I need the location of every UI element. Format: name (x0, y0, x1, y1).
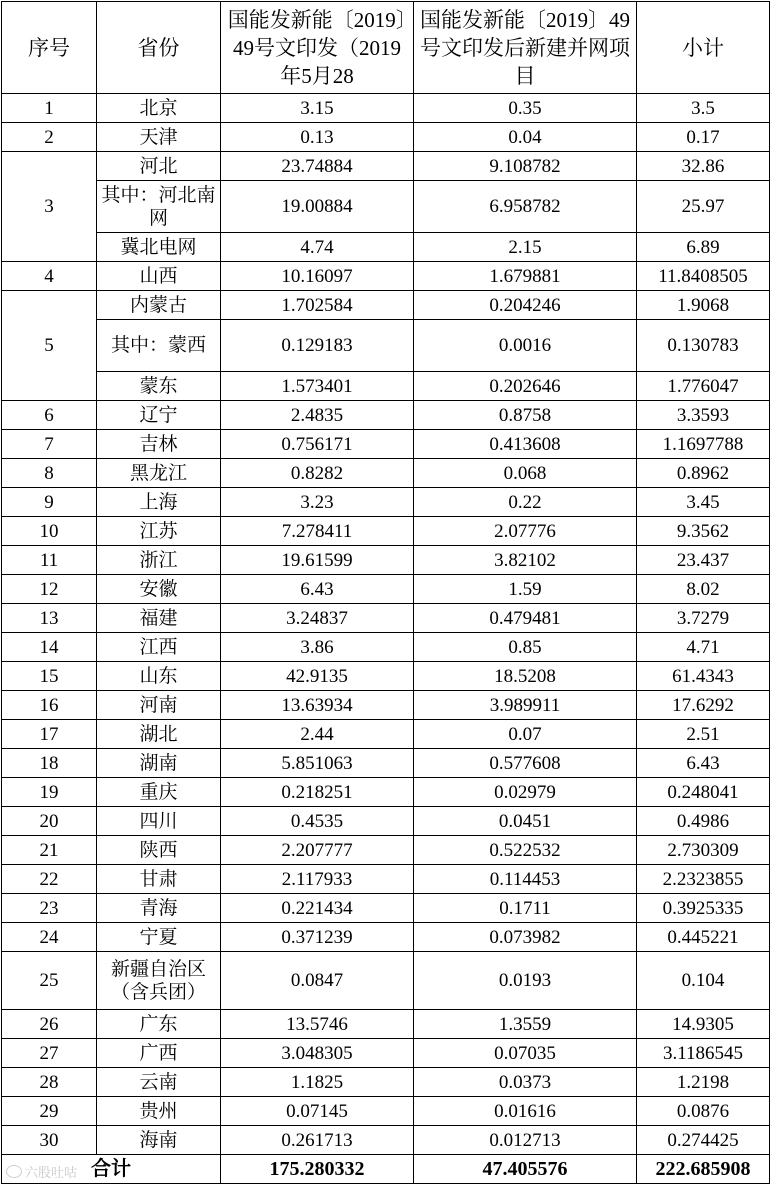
seq-cell: 20 (2, 807, 97, 836)
value-a-cell: 13.63934 (221, 691, 414, 720)
table-row (2, 633, 770, 662)
total-a-cell: 175.280332 (221, 1155, 414, 1184)
value-b-cell: 0.07 (414, 720, 637, 749)
province-cell: 其中：蒙西 (97, 320, 221, 372)
value-b-cell: 2.15 (414, 233, 637, 262)
table-row (2, 720, 770, 749)
seq-cell: 21 (2, 836, 97, 865)
value-a-cell: 2.117933 (221, 865, 414, 894)
seq-cell: 12 (2, 575, 97, 604)
province-cell: 安徽 (97, 575, 221, 604)
value-b-cell: 0.85 (414, 633, 637, 662)
province-cell: 重庆 (97, 778, 221, 807)
subtotal-cell: 2.51 (637, 720, 770, 749)
province-cell: 贵州 (97, 1097, 221, 1126)
province-cell: 海南 (97, 1126, 221, 1155)
table-row (2, 181, 770, 233)
value-a-cell: 3.048305 (221, 1039, 414, 1068)
value-b-cell: 0.22 (414, 488, 637, 517)
value-a-cell: 2.4835 (221, 401, 414, 430)
subtotal-cell: 1.9068 (637, 291, 770, 320)
province-cell: 山西 (97, 262, 221, 291)
province-cell: 天津 (97, 123, 221, 152)
table-row (2, 517, 770, 546)
value-a-cell: 0.8282 (221, 459, 414, 488)
subtotal-cell: 9.3562 (637, 517, 770, 546)
seq-cell: 3 (2, 152, 97, 262)
subtotal-cell: 3.45 (637, 488, 770, 517)
seq-cell: 19 (2, 778, 97, 807)
province-cell: 广西 (97, 1039, 221, 1068)
table-row (2, 94, 770, 123)
value-a-cell: 3.24837 (221, 604, 414, 633)
value-a-cell: 19.61599 (221, 546, 414, 575)
seq-cell: 6 (2, 401, 97, 430)
header-col-a: 国能发新能〔2019〕49号文印发（2019年5月28 (221, 2, 414, 94)
subtotal-cell: 0.4986 (637, 807, 770, 836)
province-cell: 上海 (97, 488, 221, 517)
province-cell: 内蒙古 (97, 291, 221, 320)
seq-cell: 4 (2, 262, 97, 291)
value-b-cell: 0.1711 (414, 894, 637, 923)
value-a-cell: 10.16097 (221, 262, 414, 291)
seq-cell: 5 (2, 291, 97, 401)
table-row (2, 575, 770, 604)
value-a-cell: 0.221434 (221, 894, 414, 923)
value-a-cell: 0.218251 (221, 778, 414, 807)
province-cell: 福建 (97, 604, 221, 633)
province-cell: 广东 (97, 1010, 221, 1039)
value-a-cell: 3.86 (221, 633, 414, 662)
value-b-cell: 0.07035 (414, 1039, 637, 1068)
seq-cell: 29 (2, 1097, 97, 1126)
subtotal-cell: 0.104 (637, 952, 770, 1010)
subtotal-cell: 6.43 (637, 749, 770, 778)
province-cell: 陕西 (97, 836, 221, 865)
province-cell: 青海 (97, 894, 221, 923)
value-b-cell: 0.012713 (414, 1126, 637, 1155)
seq-cell: 2 (2, 123, 97, 152)
province-cell: 山东 (97, 662, 221, 691)
seq-cell: 8 (2, 459, 97, 488)
table-row (2, 262, 770, 291)
value-a-cell: 0.756171 (221, 430, 414, 459)
value-a-cell: 19.00884 (221, 181, 414, 233)
seq-cell: 24 (2, 923, 97, 952)
value-b-cell: 3.989911 (414, 691, 637, 720)
province-cell: 江苏 (97, 517, 221, 546)
value-a-cell: 0.4535 (221, 807, 414, 836)
table-row (2, 952, 770, 1010)
value-b-cell: 0.479481 (414, 604, 637, 633)
subtotal-cell: 4.71 (637, 633, 770, 662)
subtotal-cell: 0.274425 (637, 1126, 770, 1155)
seq-cell: 30 (2, 1126, 97, 1155)
value-b-cell: 6.958782 (414, 181, 637, 233)
value-b-cell: 0.0451 (414, 807, 637, 836)
value-a-cell: 3.15 (221, 94, 414, 123)
subtotal-cell: 23.437 (637, 546, 770, 575)
value-b-cell: 0.522532 (414, 836, 637, 865)
province-cell: 浙江 (97, 546, 221, 575)
watermark-text: 六股吐咕 (25, 1166, 78, 1181)
value-a-cell: 2.44 (221, 720, 414, 749)
table-row (2, 123, 770, 152)
table-row (2, 836, 770, 865)
value-a-cell: 0.0847 (221, 952, 414, 1010)
watermark-logo-icon (6, 1165, 22, 1178)
province-cell: 吉林 (97, 430, 221, 459)
value-a-cell: 1.702584 (221, 291, 414, 320)
value-a-cell: 5.851063 (221, 749, 414, 778)
value-b-cell: 0.0016 (414, 320, 637, 372)
subtotal-cell: 3.5 (637, 94, 770, 123)
subtotal-cell: 25.97 (637, 181, 770, 233)
table-row (2, 430, 770, 459)
value-a-cell: 0.07145 (221, 1097, 414, 1126)
value-a-cell: 0.13 (221, 123, 414, 152)
subtotal-cell: 3.3593 (637, 401, 770, 430)
province-cell: 蒙东 (97, 372, 221, 401)
table-row (2, 459, 770, 488)
value-a-cell: 7.278411 (221, 517, 414, 546)
table-row (2, 152, 770, 181)
value-b-cell: 0.068 (414, 459, 637, 488)
subtotal-cell: 1.2198 (637, 1068, 770, 1097)
subtotal-cell: 2.730309 (637, 836, 770, 865)
subtotal-cell: 0.0876 (637, 1097, 770, 1126)
table-row (2, 488, 770, 517)
header-col-b: 国能发新能〔2019〕49号文印发后新建并网项目 (414, 2, 637, 94)
subtotal-cell: 14.9305 (637, 1010, 770, 1039)
seq-cell: 28 (2, 1068, 97, 1097)
table-row (2, 778, 770, 807)
subtotal-cell: 0.248041 (637, 778, 770, 807)
watermark (6, 1162, 77, 1181)
province-cell: 辽宁 (97, 401, 221, 430)
value-a-cell: 13.5746 (221, 1010, 414, 1039)
total-b-cell: 47.405576 (414, 1155, 637, 1184)
seq-cell: 16 (2, 691, 97, 720)
value-a-cell: 3.23 (221, 488, 414, 517)
value-b-cell: 1.59 (414, 575, 637, 604)
subtotal-cell: 11.8408505 (637, 262, 770, 291)
province-cell: 黑龙江 (97, 459, 221, 488)
seq-cell: 22 (2, 865, 97, 894)
seq-cell: 10 (2, 517, 97, 546)
value-a-cell: 23.74884 (221, 152, 414, 181)
table-row (2, 1039, 770, 1068)
subtotal-cell: 8.02 (637, 575, 770, 604)
total-row (2, 1155, 770, 1184)
province-cell: 甘肃 (97, 865, 221, 894)
total-subtotal-cell: 222.685908 (637, 1155, 770, 1184)
table-row (2, 233, 770, 262)
province-cell: 其中：河北南网 (97, 181, 221, 233)
seq-cell: 14 (2, 633, 97, 662)
table-row (2, 372, 770, 401)
capacity-table (1, 1, 770, 1184)
value-a-cell: 1.1825 (221, 1068, 414, 1097)
value-b-cell: 0.02979 (414, 778, 637, 807)
table-row (2, 662, 770, 691)
value-a-cell: 0.261713 (221, 1126, 414, 1155)
province-cell: 四川 (97, 807, 221, 836)
table-row (2, 1010, 770, 1039)
header-row (2, 2, 770, 94)
value-b-cell: 0.35 (414, 94, 637, 123)
value-b-cell: 18.5208 (414, 662, 637, 691)
subtotal-cell: 17.6292 (637, 691, 770, 720)
subtotal-cell: 3.7279 (637, 604, 770, 633)
province-cell: 冀北电网 (97, 233, 221, 262)
table-row (2, 894, 770, 923)
seq-cell: 11 (2, 546, 97, 575)
value-b-cell: 0.204246 (414, 291, 637, 320)
seq-cell: 15 (2, 662, 97, 691)
seq-cell: 27 (2, 1039, 97, 1068)
table-row (2, 749, 770, 778)
province-cell: 河南 (97, 691, 221, 720)
subtotal-cell: 1.776047 (637, 372, 770, 401)
table-row (2, 1068, 770, 1097)
province-cell: 河北 (97, 152, 221, 181)
province-cell: 北京 (97, 94, 221, 123)
value-a-cell: 0.129183 (221, 320, 414, 372)
subtotal-cell: 0.8962 (637, 459, 770, 488)
value-b-cell: 1.3559 (414, 1010, 637, 1039)
table-row (2, 401, 770, 430)
subtotal-cell: 0.17 (637, 123, 770, 152)
value-b-cell: 0.114453 (414, 865, 637, 894)
table-row (2, 604, 770, 633)
subtotal-cell: 3.1186545 (637, 1039, 770, 1068)
value-a-cell: 0.371239 (221, 923, 414, 952)
header-seq: 序号 (2, 2, 97, 94)
value-b-cell: 0.413608 (414, 430, 637, 459)
table-row (2, 1126, 770, 1155)
subtotal-cell: 0.445221 (637, 923, 770, 952)
value-b-cell: 0.0193 (414, 952, 637, 1010)
table-row (2, 546, 770, 575)
seq-cell: 26 (2, 1010, 97, 1039)
table-row (2, 865, 770, 894)
value-b-cell: 2.07776 (414, 517, 637, 546)
province-cell: 宁夏 (97, 923, 221, 952)
value-a-cell: 42.9135 (221, 662, 414, 691)
seq-cell: 9 (2, 488, 97, 517)
table-row (2, 923, 770, 952)
table-row (2, 691, 770, 720)
subtotal-cell: 61.4343 (637, 662, 770, 691)
subtotal-cell: 1.1697788 (637, 430, 770, 459)
value-b-cell: 9.108782 (414, 152, 637, 181)
seq-cell: 17 (2, 720, 97, 749)
total-label: 合计 (2, 1155, 221, 1184)
seq-cell: 25 (2, 952, 97, 1010)
subtotal-cell: 2.2323855 (637, 865, 770, 894)
seq-cell: 23 (2, 894, 97, 923)
province-cell: 湖南 (97, 749, 221, 778)
value-b-cell: 0.577608 (414, 749, 637, 778)
subtotal-cell: 32.86 (637, 152, 770, 181)
value-b-cell: 0.202646 (414, 372, 637, 401)
value-b-cell: 0.0373 (414, 1068, 637, 1097)
seq-cell: 1 (2, 94, 97, 123)
subtotal-cell: 6.89 (637, 233, 770, 262)
value-b-cell: 0.073982 (414, 923, 637, 952)
value-a-cell: 4.74 (221, 233, 414, 262)
seq-cell: 7 (2, 430, 97, 459)
table-row (2, 291, 770, 320)
value-b-cell: 3.82102 (414, 546, 637, 575)
value-b-cell: 0.8758 (414, 401, 637, 430)
province-cell: 云南 (97, 1068, 221, 1097)
province-cell: 湖北 (97, 720, 221, 749)
value-b-cell: 0.01616 (414, 1097, 637, 1126)
province-cell: 新疆自治区（含兵团） (97, 952, 221, 1010)
value-a-cell: 1.573401 (221, 372, 414, 401)
header-province: 省份 (97, 2, 221, 94)
table-row (2, 320, 770, 372)
subtotal-cell: 0.3925335 (637, 894, 770, 923)
value-b-cell: 0.04 (414, 123, 637, 152)
table-row (2, 1097, 770, 1126)
seq-cell: 18 (2, 749, 97, 778)
value-a-cell: 6.43 (221, 575, 414, 604)
header-subtotal: 小计 (637, 2, 770, 94)
seq-cell: 13 (2, 604, 97, 633)
province-cell: 江西 (97, 633, 221, 662)
subtotal-cell: 0.130783 (637, 320, 770, 372)
value-a-cell: 2.207777 (221, 836, 414, 865)
value-b-cell: 1.679881 (414, 262, 637, 291)
table-row (2, 807, 770, 836)
